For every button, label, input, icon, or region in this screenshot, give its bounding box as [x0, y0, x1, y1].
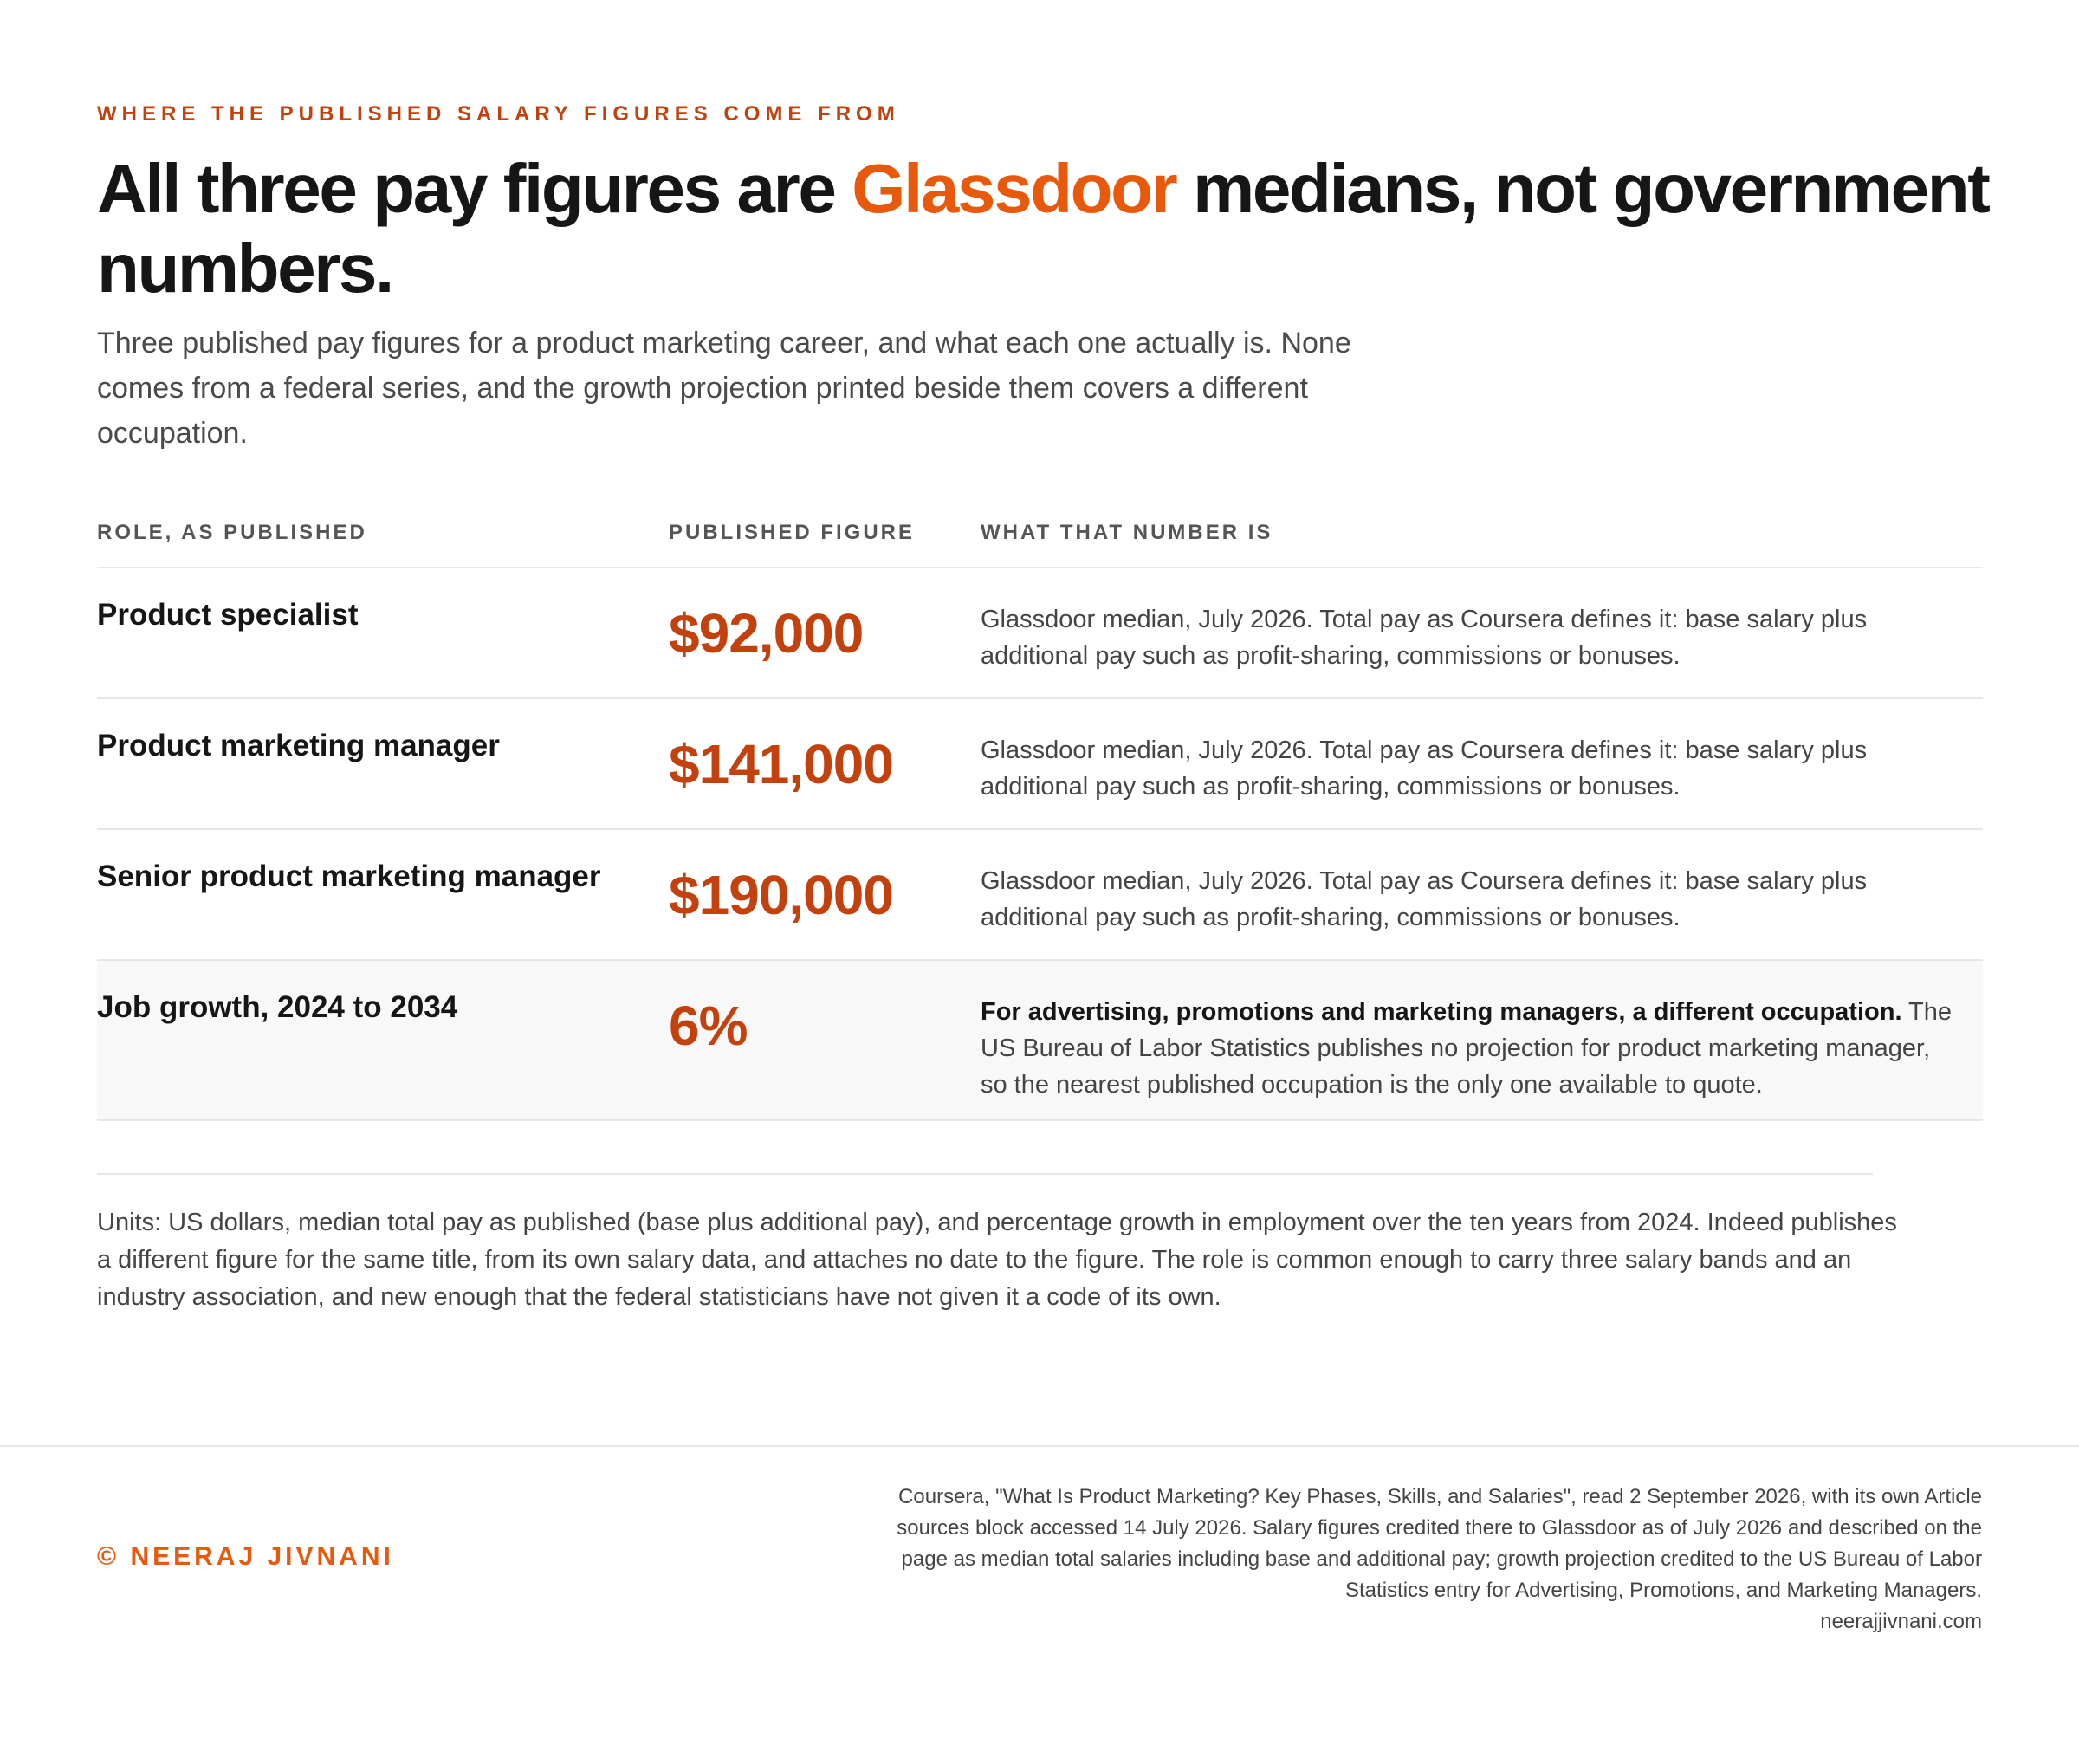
row-figure: 6%	[669, 995, 748, 1057]
row-figure: $190,000	[669, 864, 893, 926]
row-description-lead: For advertising, promotions and marketing managers, a different occupation.	[981, 998, 1902, 1026]
sources-note	[830, 1482, 1982, 1638]
eyebrow: WHERE THE PUBLISHED SALARY FIGURES COME FROM	[97, 102, 900, 126]
headline-accent: Glassdoor	[852, 150, 1176, 227]
headline	[97, 149, 2003, 308]
row-figure: $141,000	[669, 733, 893, 795]
row-description	[981, 994, 1959, 1103]
units-note: Units: US dollars, median total pay as published (base plus additional pay), and percentage growth in employment over the ten years from 2024. Indeed publishes a different figure for the same title, from its own salary data, and attaches no date to the figure. The role is common enough to carry three salary bands and an industry association, and new enough that the federal statisticians have not given it a code of its own.	[97, 1209, 1897, 1311]
sources-line: Statistics entry for Advertising, Promotions, and Marketing Managers.	[1345, 1579, 1982, 1602]
table-row	[97, 699, 1983, 828]
table-row	[97, 568, 1983, 697]
row-description: Glassdoor median, July 2026. Total pay as Coursera defines it: base salary plus additional pay such as profit-sharing, commissions or bonuses.	[981, 736, 1868, 801]
headline-lead: All three pay figures are	[97, 150, 852, 227]
column-header-figure: PUBLISHED FIGURE	[669, 521, 916, 544]
sources-line: sources block accessed 14 July 2026. Salary figures credited there to Glassdoor as of July 2026 and described on the	[897, 1516, 1982, 1540]
table-row	[97, 830, 1983, 959]
row-role: Job growth, 2024 to 2034	[97, 990, 458, 1024]
column-header-description: WHAT THAT NUMBER IS	[981, 521, 1273, 544]
row-description-body: The US Bureau of Labor Statistics publishes no projection for product marketing manager, so the nearest published occupation is the only one available to quote.	[981, 998, 1953, 1099]
copyright: © NEERAJ JIVNANI	[97, 1542, 394, 1571]
column-header-role: ROLE, AS PUBLISHED	[97, 521, 367, 544]
row-description: Glassdoor median, July 2026. Total pay as Coursera defines it: base salary plus additional pay such as profit-sharing, commissions or bonuses.	[981, 606, 1868, 670]
sources-line: Coursera, "What Is Product Marketing? Key Phases, Skills, and Salaries", read 2 September 2026, with its own Article	[898, 1485, 1982, 1508]
table-bottom-rule	[97, 1119, 1983, 1121]
notes-divider	[97, 1173, 1873, 1175]
row-role: Product marketing manager	[97, 729, 500, 762]
row-figure: $92,000	[669, 602, 864, 665]
row-description: Glassdoor median, July 2026. Total pay as Coursera defines it: base salary plus additional pay such as profit-sharing, commissions or bonuses.	[981, 867, 1868, 931]
footer-divider	[0, 1445, 2079, 1447]
table-row-highlight	[97, 961, 1983, 1119]
headline-tail: medians, not government numbers.	[97, 150, 1989, 307]
site-url: neerajjivnani.com	[1820, 1610, 1982, 1633]
sources-line: page as median total salaries including base and additional pay; growth projection credited to the US Bureau of Labor	[901, 1547, 1982, 1571]
dek: Three published pay figures for a product marketing career, and what each one actually is. None comes from a federal series, and the growth projection printed beside them covers a different occupation.	[97, 327, 1351, 450]
row-role: Senior product marketing manager	[97, 859, 601, 893]
row-role: Product specialist	[97, 598, 359, 632]
